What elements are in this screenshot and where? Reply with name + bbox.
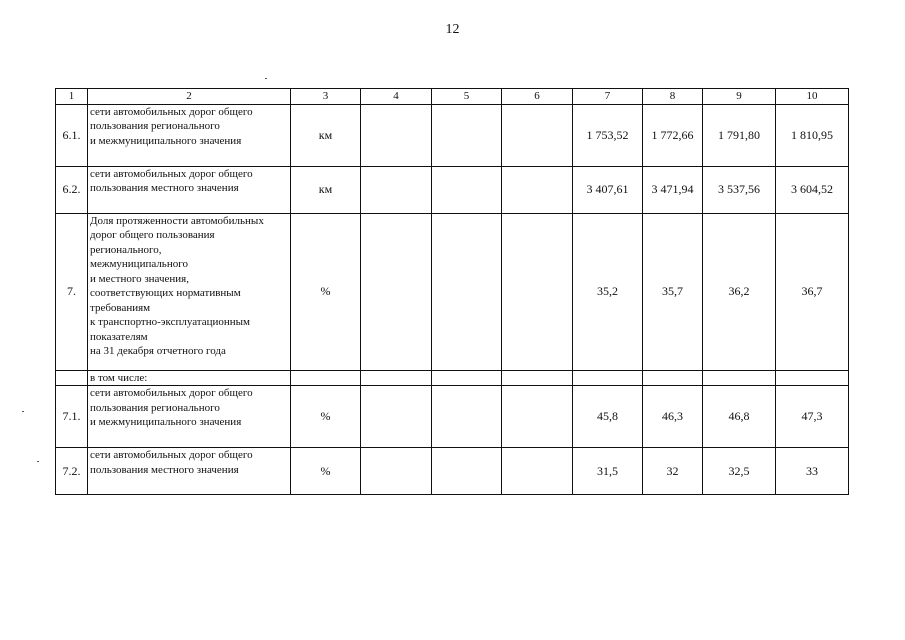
column-header: 3 bbox=[291, 89, 361, 105]
description-line: дорог общего пользования bbox=[90, 229, 215, 241]
column-header: 1 bbox=[56, 89, 88, 105]
row-description bbox=[88, 166, 291, 213]
row-unit: % bbox=[291, 213, 361, 370]
row-unit: % bbox=[291, 386, 361, 448]
cell-col5 bbox=[432, 104, 502, 166]
description-line: к транспортно-эксплуатационным bbox=[90, 316, 251, 328]
row-description bbox=[88, 386, 291, 448]
description-line: пользования местного значения bbox=[90, 463, 239, 476]
cell-col7: 31,5 bbox=[573, 448, 643, 495]
cell-col10: 47,3 bbox=[776, 386, 849, 448]
data-table bbox=[55, 88, 849, 495]
description-line: регионального, bbox=[90, 243, 162, 256]
row-unit: км bbox=[291, 104, 361, 166]
description-line: сети автомобильных дорог общего bbox=[90, 167, 253, 180]
row-number: 6.2. bbox=[56, 166, 88, 213]
row-description bbox=[88, 448, 291, 495]
column-header: 8 bbox=[643, 89, 703, 105]
description-line: сети автомобильных дорог общего bbox=[90, 449, 253, 461]
description-line: пользования регионального bbox=[90, 401, 220, 414]
description-line: в том числе: bbox=[90, 371, 148, 384]
cell-col9: 3 537,56 bbox=[703, 166, 776, 213]
table-row bbox=[56, 104, 849, 166]
description-line: пользования регионального bbox=[90, 120, 220, 132]
cell-col5 bbox=[432, 213, 502, 370]
row-unit bbox=[291, 370, 361, 386]
column-header: 9 bbox=[703, 89, 776, 105]
cell-col4 bbox=[361, 448, 432, 495]
table-row bbox=[56, 386, 849, 448]
cell-col6 bbox=[502, 386, 573, 448]
cell-col6 bbox=[502, 213, 573, 370]
column-header: 7 bbox=[573, 89, 643, 105]
cell-col7: 35,2 bbox=[573, 213, 643, 370]
description-line: показателям bbox=[90, 330, 148, 343]
cell-col8: 46,3 bbox=[643, 386, 703, 448]
cell-col4 bbox=[361, 386, 432, 448]
cell-col7: 45,8 bbox=[573, 386, 643, 448]
cell-col8: 35,7 bbox=[643, 213, 703, 370]
description-line: межмуниципального bbox=[90, 258, 188, 270]
scan-speck bbox=[22, 411, 24, 412]
page-number: 12 bbox=[445, 22, 460, 37]
column-header: 2 bbox=[88, 89, 291, 105]
row-number: 7.2. bbox=[56, 448, 88, 495]
row-number: 7.1. bbox=[56, 386, 88, 448]
cell-col8: 32 bbox=[643, 448, 703, 495]
cell-col10: 36,7 bbox=[776, 213, 849, 370]
cell-col8: 3 471,94 bbox=[643, 166, 703, 213]
cell-col4 bbox=[361, 166, 432, 213]
cell-col8: 1 772,66 bbox=[643, 104, 703, 166]
cell-col10: 1 810,95 bbox=[776, 104, 849, 166]
description-line: и местного значения, bbox=[90, 272, 189, 285]
row-number: 7. bbox=[56, 213, 88, 370]
cell-col10 bbox=[776, 370, 849, 386]
header-row bbox=[56, 89, 849, 105]
column-header: 10 bbox=[776, 89, 849, 105]
column-header: 4 bbox=[361, 89, 432, 105]
cell-col5 bbox=[432, 166, 502, 213]
cell-col6 bbox=[502, 104, 573, 166]
scan-speck bbox=[265, 78, 267, 79]
table-row bbox=[56, 213, 849, 370]
row-number bbox=[56, 370, 88, 386]
row-description bbox=[88, 370, 291, 386]
row-description bbox=[88, 104, 291, 166]
column-header: 6 bbox=[502, 89, 573, 105]
cell-col7: 3 407,61 bbox=[573, 166, 643, 213]
cell-col9 bbox=[703, 370, 776, 386]
cell-col9: 1 791,80 bbox=[703, 104, 776, 166]
description-line: пользования местного значения bbox=[90, 182, 239, 194]
table-row bbox=[56, 370, 849, 386]
cell-col9: 46,8 bbox=[703, 386, 776, 448]
description-line: сети автомобильных дорог общего bbox=[90, 105, 253, 118]
cell-col8 bbox=[643, 370, 703, 386]
description-line: соответствующих нормативным bbox=[90, 287, 241, 299]
row-unit: км bbox=[291, 166, 361, 213]
cell-col4 bbox=[361, 213, 432, 370]
description-line: и межмуниципального значения bbox=[90, 134, 242, 147]
cell-col9: 32,5 bbox=[703, 448, 776, 495]
scan-speck bbox=[37, 461, 39, 462]
cell-col9: 36,2 bbox=[703, 213, 776, 370]
cell-col6 bbox=[502, 370, 573, 386]
row-number: 6.1. bbox=[56, 104, 88, 166]
cell-col5 bbox=[432, 370, 502, 386]
column-header: 5 bbox=[432, 89, 502, 105]
table-row bbox=[56, 448, 849, 495]
cell-col6 bbox=[502, 166, 573, 213]
cell-col7: 1 753,52 bbox=[573, 104, 643, 166]
description-line: и межмуниципального значения bbox=[90, 416, 242, 428]
description-line: требованиям bbox=[90, 301, 151, 314]
description-line: сети автомобильных дорог общего bbox=[90, 387, 253, 399]
cell-col4 bbox=[361, 104, 432, 166]
cell-col10: 3 604,52 bbox=[776, 166, 849, 213]
cell-col5 bbox=[432, 448, 502, 495]
row-description bbox=[88, 213, 291, 370]
cell-col4 bbox=[361, 370, 432, 386]
description-line: на 31 декабря отчетного года bbox=[90, 345, 226, 357]
table-row bbox=[56, 166, 849, 213]
cell-col7 bbox=[573, 370, 643, 386]
cell-col6 bbox=[502, 448, 573, 495]
cell-col5 bbox=[432, 386, 502, 448]
row-unit: % bbox=[291, 448, 361, 495]
cell-col10: 33 bbox=[776, 448, 849, 495]
description-line: Доля протяженности автомобильных bbox=[90, 214, 264, 227]
